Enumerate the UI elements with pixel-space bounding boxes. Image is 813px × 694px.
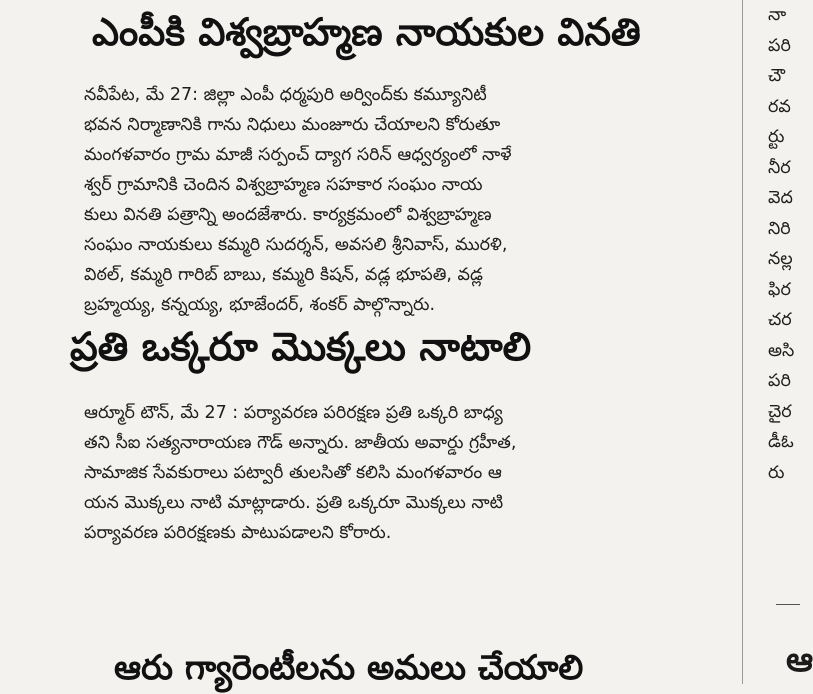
adjacent-line: డీఓ xyxy=(768,432,794,452)
adjacent-line: రవ xyxy=(768,96,791,117)
article-2-body xyxy=(84,398,724,548)
adjacent-line: నీర xyxy=(768,157,791,178)
adjacent-line: పరి xyxy=(768,35,791,56)
adjacent-line: నా xyxy=(768,5,787,25)
column-divider xyxy=(742,0,743,684)
adjacent-line: అసి xyxy=(768,340,795,361)
adjacent-line: రు xyxy=(768,462,785,483)
adjacent-line: వెద xyxy=(768,188,793,208)
article-2-line: తని సీఐ సత్యనారాయణ గౌడ్ అన్నారు. జాతీయ అవార్డు గ్రహీత, xyxy=(84,433,517,453)
adjacent-column xyxy=(746,0,813,684)
adjacent-column-text xyxy=(746,0,794,488)
adjacent-column-rule xyxy=(776,604,800,605)
article-1-line: సంఘం నాయకులు కమ్మరి సుదర్శన్, అవసలి శ్రీనివాస్, మురళి, xyxy=(84,235,508,255)
article-1-line: శ్వర్ గ్రామానికి చెందిన విశ్వబ్రాహ్మణ సహకార సంఘం నాయ xyxy=(84,175,483,195)
adjacent-line: పరి xyxy=(768,371,791,391)
article-2-line: పర్యావరణ పరిరక్షణకు పాటుపడాలని కోరారు. xyxy=(84,523,392,543)
article-2-line: ఆర్మూర్ టౌన్, మే 27 : పర్యావరణ పరిరక్షణ ప్రతి ఒక్కరి బాధ్య xyxy=(84,403,503,423)
adjacent-headline: ఆ xyxy=(786,640,813,680)
adjacent-line: చర xyxy=(768,310,792,330)
article-1-line: విఠల్, కమ్మరి గారిబ్ బాబు, కమ్మరి కిషన్, వడ్ల భూపతి, వడ్ల xyxy=(84,265,483,285)
adjacent-line: ర్టు xyxy=(768,127,785,147)
article-2-line: సామాజిక సేవకురాలు పట్వారీ తులసితో కలిసి మంగళవారం ఆ xyxy=(84,463,502,483)
adjacent-line: చౌ xyxy=(768,66,785,86)
article-3-headline: ఆరు గ్యారెంటీలను అమలు చేయాలి xyxy=(114,648,584,688)
article-1-line: మంగళవారం గ్రామ మాజీ సర్పంచ్ ద్యాగ సరిన్ ఆధ్వర్యంలో నాళే xyxy=(84,145,512,165)
adjacent-line: నిరి xyxy=(768,218,791,239)
adjacent-line: చైర xyxy=(768,401,792,422)
article-2-line: యన మొక్కలు నాటి మాట్లాడారు. ప్రతి ఒక్కరూ మొక్కలు నాటి xyxy=(84,493,504,513)
article-2-headline: ప్రతి ఒక్కరూ మొక్కలు నాటాలి xyxy=(70,325,532,370)
article-1-line: నవీపేట, మే 27: జిల్లా ఎంపీ ధర్మపురి అర్వింద్‌కు కమ్యూనిటీ xyxy=(84,85,487,105)
article-1-line: బ్రహ్మయ్య, కన్నయ్య, భూజేందర్, శంకర్ పాల్గొన్నారు. xyxy=(84,295,436,315)
article-1-headline: ఎంపీకి విశ్వబ్రాహ్మణ నాయకుల వినతి xyxy=(92,10,641,54)
article-1-body xyxy=(84,80,724,320)
article-1-line: భవన నిర్మాణానికి గాను నిధులు మంజూరు చేయాలని కోరుతూ xyxy=(84,115,501,135)
article-1-line: కులు వినతి పత్రాన్ని అందజేశారు. కార్యక్రమంలో విశ్వబ్రాహ్మణ xyxy=(84,205,492,225)
adjacent-line: నల్ల xyxy=(768,249,793,269)
adjacent-line: ఫిర xyxy=(768,279,791,300)
